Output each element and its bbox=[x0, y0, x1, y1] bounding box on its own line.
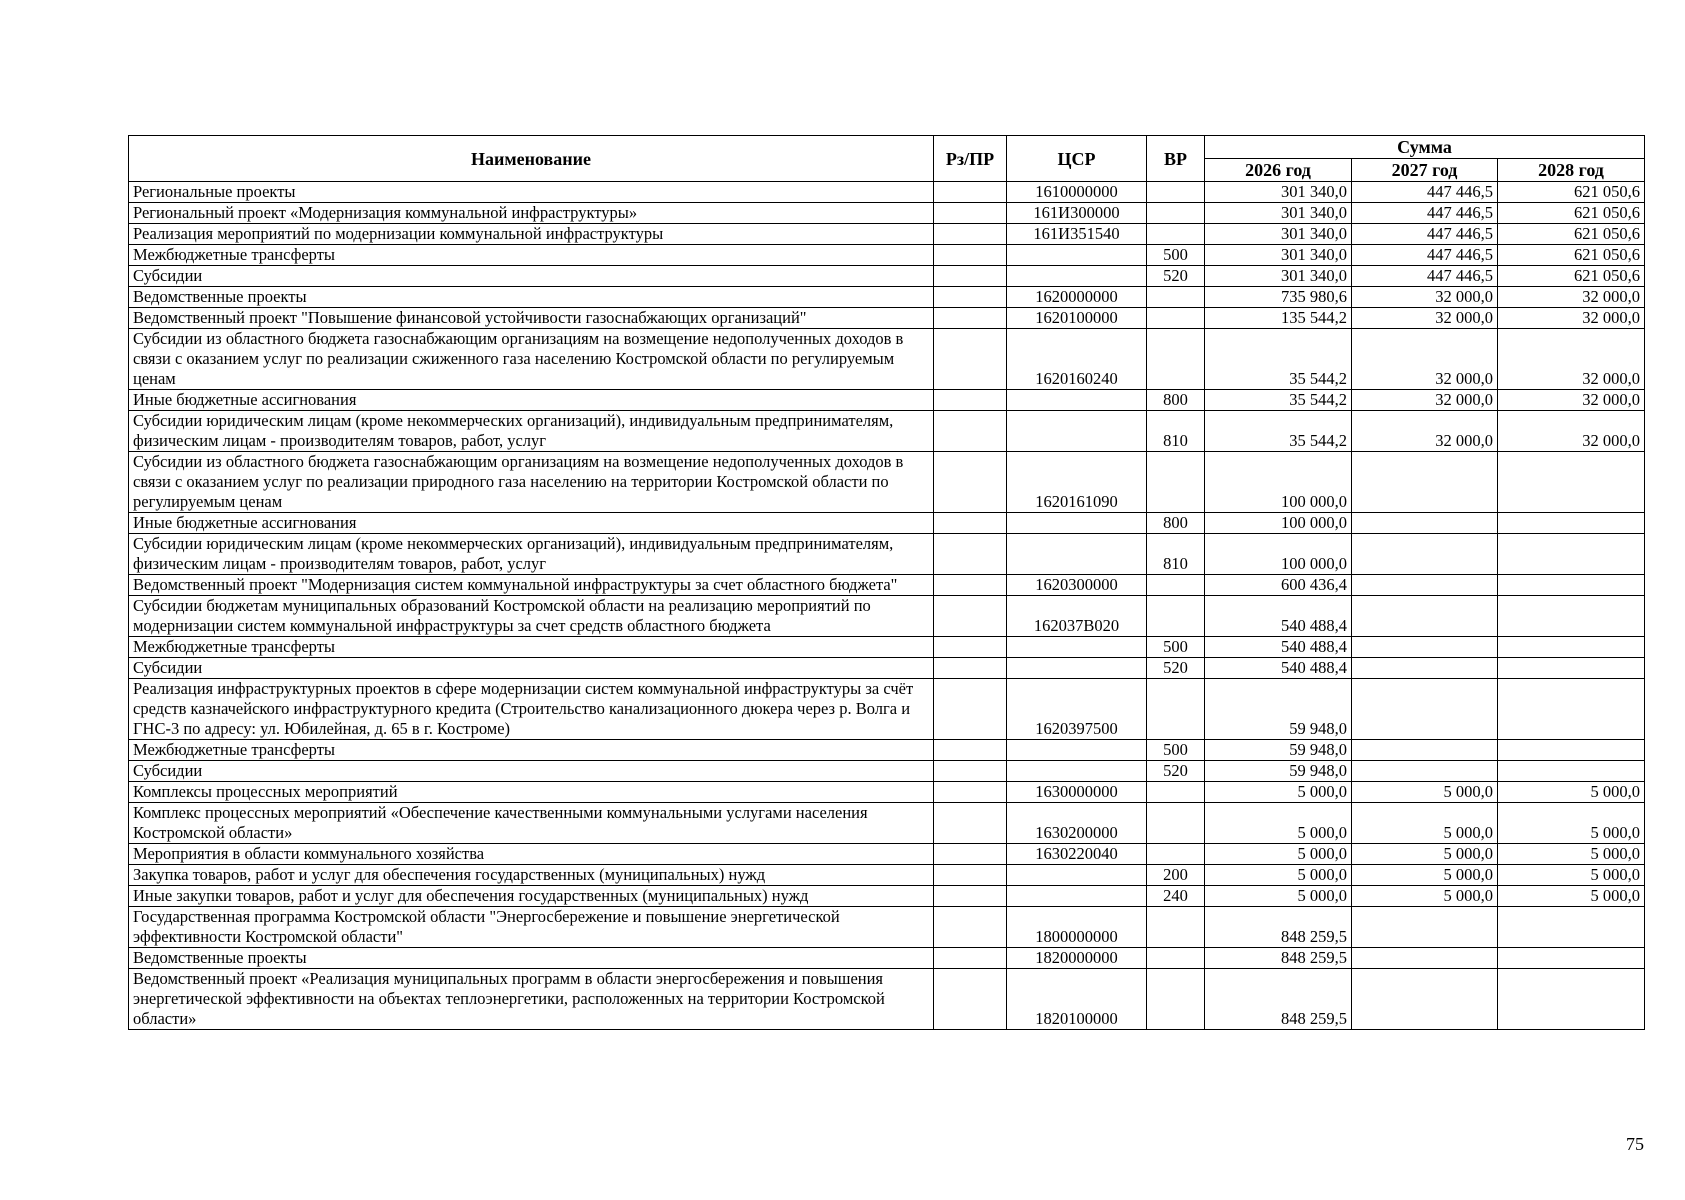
table-row bbox=[129, 245, 1645, 266]
row-vr bbox=[1147, 596, 1205, 637]
table-row bbox=[129, 308, 1645, 329]
row-sum-2026: 848 259,5 bbox=[1205, 948, 1352, 969]
row-name: Ведомственный проект "Модернизация систем коммунальной инфраструктуры за счет областного бюджета" bbox=[129, 575, 934, 596]
row-csr bbox=[1007, 534, 1147, 575]
row-sum-2028 bbox=[1498, 596, 1645, 637]
row-csr bbox=[1007, 740, 1147, 761]
row-name: Закупка товаров, работ и услуг для обеспечения государственных (муниципальных) нужд bbox=[129, 865, 934, 886]
row-sum-2027 bbox=[1352, 948, 1498, 969]
table-row bbox=[129, 513, 1645, 534]
header-sum: Сумма bbox=[1205, 136, 1645, 159]
row-sum-2026: 540 488,4 bbox=[1205, 596, 1352, 637]
row-sum-2026: 540 488,4 bbox=[1205, 637, 1352, 658]
row-vr bbox=[1147, 948, 1205, 969]
row-sum-2027 bbox=[1352, 575, 1498, 596]
table-row bbox=[129, 803, 1645, 844]
row-sum-2026: 59 948,0 bbox=[1205, 740, 1352, 761]
header-csr: ЦСР bbox=[1007, 136, 1147, 182]
row-csr: 1630200000 bbox=[1007, 803, 1147, 844]
row-name: Ведомственные проекты bbox=[129, 948, 934, 969]
row-sum-2028: 621 050,6 bbox=[1498, 182, 1645, 203]
row-sum-2028: 5 000,0 bbox=[1498, 886, 1645, 907]
row-rzpr bbox=[934, 390, 1007, 411]
table-row bbox=[129, 596, 1645, 637]
row-sum-2026: 100 000,0 bbox=[1205, 513, 1352, 534]
row-csr: 1820100000 bbox=[1007, 969, 1147, 1030]
row-csr: 1620397500 bbox=[1007, 679, 1147, 740]
row-vr: 800 bbox=[1147, 513, 1205, 534]
row-sum-2026: 301 340,0 bbox=[1205, 224, 1352, 245]
row-sum-2027: 447 446,5 bbox=[1352, 224, 1498, 245]
row-rzpr bbox=[934, 266, 1007, 287]
row-name: Субсидии юридическим лицам (кроме некоммерческих организаций), индивидуальным предпринимателям, физическим лицам - производителям товаров, работ, услуг bbox=[129, 534, 934, 575]
row-vr: 810 bbox=[1147, 411, 1205, 452]
row-rzpr bbox=[934, 907, 1007, 948]
row-sum-2028 bbox=[1498, 948, 1645, 969]
table-row bbox=[129, 886, 1645, 907]
header-year-2027: 2027 год bbox=[1352, 159, 1498, 182]
row-name: Субсидии из областного бюджета газоснабжающим организациям на возмещение недополученных доходов в связи с оказанием услуг по реализации сжиженного газа населению Костромской области по регулируемым ценам bbox=[129, 329, 934, 390]
row-rzpr bbox=[934, 658, 1007, 679]
row-sum-2028: 621 050,6 bbox=[1498, 224, 1645, 245]
row-vr: 500 bbox=[1147, 637, 1205, 658]
row-vr bbox=[1147, 907, 1205, 948]
row-rzpr bbox=[934, 969, 1007, 1030]
row-sum-2028: 32 000,0 bbox=[1498, 287, 1645, 308]
row-csr bbox=[1007, 637, 1147, 658]
row-name: Ведомственный проект «Реализация муниципальных программ в области энергосбережения и повышения энергетической эффективности на объектах теплоэнергетики, расположенных на территории Костромской области» bbox=[129, 969, 934, 1030]
row-sum-2026: 35 544,2 bbox=[1205, 390, 1352, 411]
row-vr bbox=[1147, 287, 1205, 308]
row-csr bbox=[1007, 865, 1147, 886]
row-sum-2026: 848 259,5 bbox=[1205, 907, 1352, 948]
row-name: Субсидии из областного бюджета газоснабжающим организациям на возмещение недополученных доходов в связи с оказанием услуг по реализации природного газа населению на территории Костромской области по регулируемым ценам bbox=[129, 452, 934, 513]
table-row bbox=[129, 329, 1645, 390]
table-row bbox=[129, 948, 1645, 969]
table-row bbox=[129, 182, 1645, 203]
row-vr bbox=[1147, 308, 1205, 329]
row-sum-2026: 540 488,4 bbox=[1205, 658, 1352, 679]
row-sum-2026: 5 000,0 bbox=[1205, 803, 1352, 844]
row-sum-2026: 135 544,2 bbox=[1205, 308, 1352, 329]
row-sum-2028 bbox=[1498, 575, 1645, 596]
row-rzpr bbox=[934, 203, 1007, 224]
row-name: Ведомственные проекты bbox=[129, 287, 934, 308]
row-vr bbox=[1147, 203, 1205, 224]
header-rzpr: Рз/ПР bbox=[934, 136, 1007, 182]
row-name: Субсидии юридическим лицам (кроме некоммерческих организаций), индивидуальным предпринимателям, физическим лицам - производителям товаров, работ, услуг bbox=[129, 411, 934, 452]
table-row bbox=[129, 224, 1645, 245]
row-sum-2028 bbox=[1498, 679, 1645, 740]
row-name: Государственная программа Костромской области "Энергосбережение и повышение энергетической эффективности Костромской области" bbox=[129, 907, 934, 948]
row-name: Субсидии bbox=[129, 266, 934, 287]
row-sum-2026: 600 436,4 bbox=[1205, 575, 1352, 596]
row-sum-2027: 5 000,0 bbox=[1352, 782, 1498, 803]
row-sum-2028: 621 050,6 bbox=[1498, 245, 1645, 266]
row-sum-2026: 35 544,2 bbox=[1205, 411, 1352, 452]
header-name: Наименование bbox=[129, 136, 934, 182]
row-sum-2027: 447 446,5 bbox=[1352, 182, 1498, 203]
row-sum-2028 bbox=[1498, 658, 1645, 679]
row-rzpr bbox=[934, 803, 1007, 844]
table-row bbox=[129, 287, 1645, 308]
row-sum-2026: 59 948,0 bbox=[1205, 761, 1352, 782]
row-vr bbox=[1147, 969, 1205, 1030]
row-sum-2028 bbox=[1498, 761, 1645, 782]
row-sum-2028: 32 000,0 bbox=[1498, 308, 1645, 329]
row-vr: 520 bbox=[1147, 266, 1205, 287]
row-sum-2027: 32 000,0 bbox=[1352, 287, 1498, 308]
row-sum-2027 bbox=[1352, 513, 1498, 534]
table-row bbox=[129, 740, 1645, 761]
row-vr bbox=[1147, 575, 1205, 596]
row-sum-2028: 5 000,0 bbox=[1498, 865, 1645, 886]
table-row bbox=[129, 637, 1645, 658]
table-row bbox=[129, 865, 1645, 886]
row-rzpr bbox=[934, 948, 1007, 969]
row-name: Межбюджетные трансферты bbox=[129, 637, 934, 658]
row-sum-2027 bbox=[1352, 534, 1498, 575]
row-sum-2027 bbox=[1352, 452, 1498, 513]
row-sum-2026: 5 000,0 bbox=[1205, 886, 1352, 907]
row-rzpr bbox=[934, 886, 1007, 907]
row-sum-2027 bbox=[1352, 679, 1498, 740]
row-sum-2026: 5 000,0 bbox=[1205, 844, 1352, 865]
row-sum-2027: 5 000,0 bbox=[1352, 886, 1498, 907]
row-rzpr bbox=[934, 844, 1007, 865]
row-rzpr bbox=[934, 224, 1007, 245]
row-vr bbox=[1147, 679, 1205, 740]
row-name: Межбюджетные трансферты bbox=[129, 740, 934, 761]
row-sum-2027: 32 000,0 bbox=[1352, 308, 1498, 329]
row-sum-2026: 301 340,0 bbox=[1205, 203, 1352, 224]
row-sum-2028 bbox=[1498, 907, 1645, 948]
row-csr: 1630000000 bbox=[1007, 782, 1147, 803]
row-sum-2026: 301 340,0 bbox=[1205, 182, 1352, 203]
row-name: Иные бюджетные ассигнования bbox=[129, 390, 934, 411]
row-vr: 800 bbox=[1147, 390, 1205, 411]
table-row bbox=[129, 390, 1645, 411]
row-name: Иные бюджетные ассигнования bbox=[129, 513, 934, 534]
row-rzpr bbox=[934, 596, 1007, 637]
row-sum-2027: 5 000,0 bbox=[1352, 865, 1498, 886]
row-name: Региональные проекты bbox=[129, 182, 934, 203]
row-sum-2026: 301 340,0 bbox=[1205, 266, 1352, 287]
row-sum-2026: 5 000,0 bbox=[1205, 865, 1352, 886]
row-sum-2027: 5 000,0 bbox=[1352, 844, 1498, 865]
row-csr bbox=[1007, 411, 1147, 452]
row-name: Иные закупки товаров, работ и услуг для обеспечения государственных (муниципальных) нужд bbox=[129, 886, 934, 907]
header-vr: ВР bbox=[1147, 136, 1205, 182]
table-row bbox=[129, 452, 1645, 513]
row-rzpr bbox=[934, 782, 1007, 803]
row-sum-2028 bbox=[1498, 969, 1645, 1030]
row-vr bbox=[1147, 803, 1205, 844]
row-csr bbox=[1007, 245, 1147, 266]
row-csr: 1820000000 bbox=[1007, 948, 1147, 969]
row-rzpr bbox=[934, 245, 1007, 266]
table-row bbox=[129, 782, 1645, 803]
row-vr: 520 bbox=[1147, 761, 1205, 782]
row-sum-2027: 32 000,0 bbox=[1352, 329, 1498, 390]
row-rzpr bbox=[934, 308, 1007, 329]
row-csr bbox=[1007, 390, 1147, 411]
row-sum-2027 bbox=[1352, 761, 1498, 782]
table-row bbox=[129, 907, 1645, 948]
row-rzpr bbox=[934, 534, 1007, 575]
row-sum-2027 bbox=[1352, 969, 1498, 1030]
table-row bbox=[129, 969, 1645, 1030]
row-csr: 1620000000 bbox=[1007, 287, 1147, 308]
row-csr: 1630220040 bbox=[1007, 844, 1147, 865]
row-rzpr bbox=[934, 637, 1007, 658]
row-vr bbox=[1147, 844, 1205, 865]
row-name: Ведомственный проект "Повышение финансовой устойчивости газоснабжающих организаций" bbox=[129, 308, 934, 329]
row-csr: 1610000000 bbox=[1007, 182, 1147, 203]
row-csr: 1800000000 bbox=[1007, 907, 1147, 948]
row-vr: 500 bbox=[1147, 740, 1205, 761]
row-vr: 520 bbox=[1147, 658, 1205, 679]
table-row bbox=[129, 203, 1645, 224]
row-sum-2026: 848 259,5 bbox=[1205, 969, 1352, 1030]
row-sum-2028 bbox=[1498, 513, 1645, 534]
row-sum-2027 bbox=[1352, 907, 1498, 948]
row-rzpr bbox=[934, 287, 1007, 308]
row-rzpr bbox=[934, 513, 1007, 534]
table-body bbox=[129, 182, 1645, 1030]
row-csr bbox=[1007, 513, 1147, 534]
row-rzpr bbox=[934, 452, 1007, 513]
table-row bbox=[129, 534, 1645, 575]
row-rzpr bbox=[934, 575, 1007, 596]
row-sum-2027: 5 000,0 bbox=[1352, 803, 1498, 844]
row-rzpr bbox=[934, 182, 1007, 203]
row-name: Комплекс процессных мероприятий «Обеспечение качественными коммунальными услугами населения Костромской области» bbox=[129, 803, 934, 844]
row-csr bbox=[1007, 761, 1147, 782]
row-sum-2028 bbox=[1498, 637, 1645, 658]
row-name: Региональный проект «Модернизация коммунальной инфраструктуры» bbox=[129, 203, 934, 224]
row-vr bbox=[1147, 182, 1205, 203]
table-row bbox=[129, 658, 1645, 679]
row-sum-2027 bbox=[1352, 637, 1498, 658]
row-sum-2026: 100 000,0 bbox=[1205, 534, 1352, 575]
row-csr: 1620160240 bbox=[1007, 329, 1147, 390]
row-rzpr bbox=[934, 411, 1007, 452]
table-row bbox=[129, 266, 1645, 287]
row-rzpr bbox=[934, 761, 1007, 782]
row-vr: 240 bbox=[1147, 886, 1205, 907]
row-csr: 1620100000 bbox=[1007, 308, 1147, 329]
row-vr bbox=[1147, 782, 1205, 803]
row-vr: 810 bbox=[1147, 534, 1205, 575]
row-sum-2027 bbox=[1352, 596, 1498, 637]
row-sum-2026: 100 000,0 bbox=[1205, 452, 1352, 513]
table-row bbox=[129, 411, 1645, 452]
row-csr bbox=[1007, 658, 1147, 679]
row-name: Комплексы процессных мероприятий bbox=[129, 782, 934, 803]
row-name: Мероприятия в области коммунального хозяйства bbox=[129, 844, 934, 865]
row-csr: 161И351540 bbox=[1007, 224, 1147, 245]
row-name: Субсидии бюджетам муниципальных образований Костромской области на реализацию мероприятий по модернизации систем коммунальной инфраструктуры за счет средств областного бюджета bbox=[129, 596, 934, 637]
row-sum-2027: 447 446,5 bbox=[1352, 266, 1498, 287]
row-name: Субсидии bbox=[129, 658, 934, 679]
row-vr: 500 bbox=[1147, 245, 1205, 266]
row-vr bbox=[1147, 224, 1205, 245]
row-rzpr bbox=[934, 865, 1007, 886]
row-sum-2028: 32 000,0 bbox=[1498, 390, 1645, 411]
row-sum-2028: 5 000,0 bbox=[1498, 844, 1645, 865]
row-sum-2028 bbox=[1498, 452, 1645, 513]
row-name: Реализация мероприятий по модернизации коммунальной инфраструктуры bbox=[129, 224, 934, 245]
row-name: Реализация инфраструктурных проектов в сфере модернизации систем коммунальной инфраструктуры за счёт средств казначейского инфраструктурного кредита (Строительство канализационного дюкера через р. Волга и ГНС-3 по адресу: ул. Юбилейная, д. 65 в г. Костроме) bbox=[129, 679, 934, 740]
row-rzpr bbox=[934, 679, 1007, 740]
row-name: Межбюджетные трансферты bbox=[129, 245, 934, 266]
row-sum-2028: 621 050,6 bbox=[1498, 266, 1645, 287]
row-sum-2026: 301 340,0 bbox=[1205, 245, 1352, 266]
row-sum-2027: 32 000,0 bbox=[1352, 411, 1498, 452]
row-csr bbox=[1007, 886, 1147, 907]
row-sum-2026: 735 980,6 bbox=[1205, 287, 1352, 308]
row-sum-2028: 621 050,6 bbox=[1498, 203, 1645, 224]
row-sum-2028: 5 000,0 bbox=[1498, 803, 1645, 844]
header-year-2028: 2028 год bbox=[1498, 159, 1645, 182]
row-csr: 1620300000 bbox=[1007, 575, 1147, 596]
row-sum-2026: 5 000,0 bbox=[1205, 782, 1352, 803]
row-vr bbox=[1147, 329, 1205, 390]
row-sum-2028: 32 000,0 bbox=[1498, 411, 1645, 452]
row-sum-2027 bbox=[1352, 658, 1498, 679]
row-sum-2027: 447 446,5 bbox=[1352, 245, 1498, 266]
row-vr bbox=[1147, 452, 1205, 513]
row-csr: 162037В020 bbox=[1007, 596, 1147, 637]
table-row bbox=[129, 575, 1645, 596]
row-sum-2028 bbox=[1498, 534, 1645, 575]
row-csr bbox=[1007, 266, 1147, 287]
row-sum-2026: 35 544,2 bbox=[1205, 329, 1352, 390]
row-sum-2028: 32 000,0 bbox=[1498, 329, 1645, 390]
row-sum-2028 bbox=[1498, 740, 1645, 761]
table-row bbox=[129, 761, 1645, 782]
row-sum-2027 bbox=[1352, 740, 1498, 761]
table-row bbox=[129, 844, 1645, 865]
row-sum-2027: 32 000,0 bbox=[1352, 390, 1498, 411]
row-sum-2027: 447 446,5 bbox=[1352, 203, 1498, 224]
row-csr: 1620161090 bbox=[1007, 452, 1147, 513]
row-vr: 200 bbox=[1147, 865, 1205, 886]
row-sum-2028: 5 000,0 bbox=[1498, 782, 1645, 803]
table-row bbox=[129, 679, 1645, 740]
budget-table bbox=[128, 135, 1645, 1030]
row-rzpr bbox=[934, 740, 1007, 761]
row-sum-2026: 59 948,0 bbox=[1205, 679, 1352, 740]
header-year-2026: 2026 год bbox=[1205, 159, 1352, 182]
row-csr: 161И300000 bbox=[1007, 203, 1147, 224]
row-name: Субсидии bbox=[129, 761, 934, 782]
row-rzpr bbox=[934, 329, 1007, 390]
page-number: 75 bbox=[1626, 1134, 1644, 1154]
